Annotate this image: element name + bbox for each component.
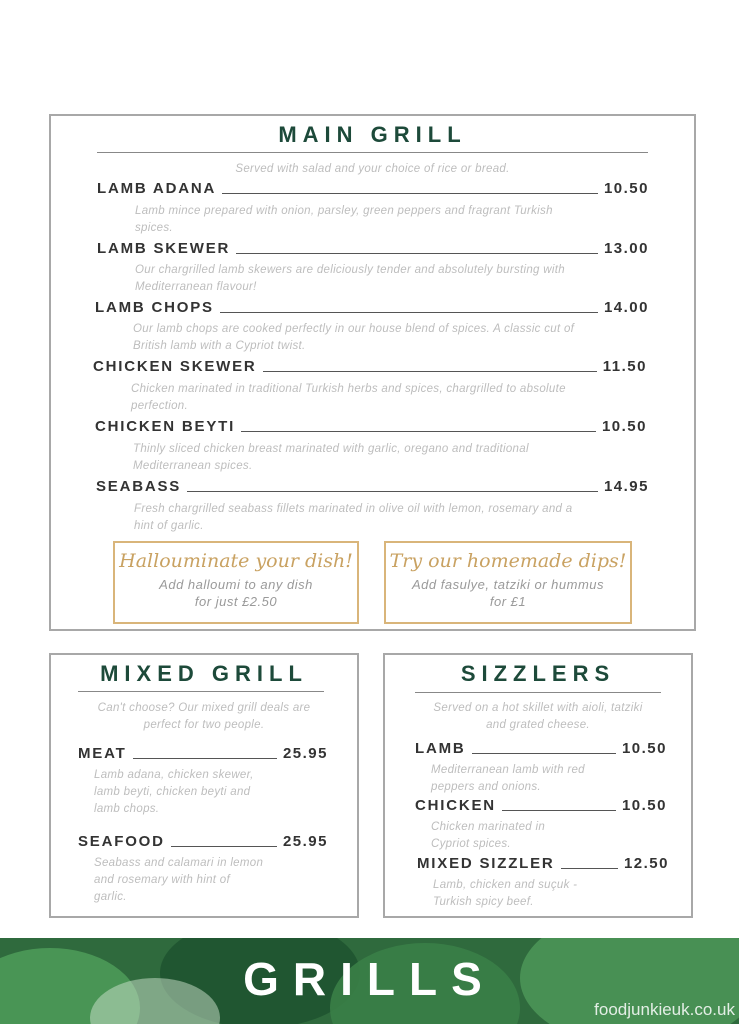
item-price: 10.50 — [621, 740, 667, 757]
item-name: SEAFOOD — [78, 833, 165, 850]
promo-line: for just £2.50 — [194, 594, 278, 609]
menu-item — [415, 797, 667, 814]
menu-item — [415, 740, 667, 757]
sizzlers-title: SIZZLERS — [460, 661, 616, 686]
halloumi-promo — [113, 541, 359, 624]
mixed-grill-section — [49, 653, 359, 918]
menu-item — [417, 855, 669, 872]
menu-item — [93, 358, 647, 375]
leader-line — [263, 371, 597, 372]
divider — [97, 152, 648, 153]
watermark: foodjunkieuk.co.uk — [594, 1000, 735, 1019]
item-description: Chicken marinated in Cypriot spices. — [431, 821, 546, 850]
menu-item — [78, 745, 328, 762]
item-price: 10.50 — [601, 418, 647, 435]
item-description: Our lamb chops are cooked perfectly in our house blend of spices. A classic cut of British lamb with a Cypriot twist. — [133, 323, 575, 352]
promo-heading: Try our homemade dips! — [389, 550, 627, 572]
item-description: Chicken marinated in traditional Turkish herbs and spices, chargrilled to absolute perfection. — [131, 383, 566, 412]
promo-line: Add fasulye, tatziki or hummus — [411, 577, 605, 592]
leader-line — [561, 868, 618, 869]
item-description: Mediterranean lamb with red peppers and onions. — [431, 764, 585, 793]
item-name: MIXED SIZZLER — [417, 855, 555, 872]
item-description: Fresh chargrilled seabass fillets marinated in olive oil with lemon, rosemary and a hint of garlic. — [134, 503, 573, 532]
mixed-grill-title: MIXED GRILL — [100, 661, 308, 686]
item-name: CHICKEN BEYTI — [95, 418, 236, 435]
leader-line — [236, 253, 598, 254]
item-description: Seabass and calamari in lemon and rosemary with hint of garlic. — [94, 857, 264, 903]
item-price: 11.50 — [602, 358, 647, 375]
item-name: LAMB ADANA — [97, 180, 217, 197]
menu-item — [97, 240, 649, 257]
menu-item — [95, 418, 647, 435]
divider — [78, 691, 324, 692]
leader-line — [241, 431, 596, 432]
item-description: Lamb mince prepared with onion, parsley, green peppers and fragrant Turkish spices. — [135, 205, 553, 234]
menu-item — [78, 833, 328, 850]
main-grill-title: MAIN GRILL — [278, 122, 467, 147]
item-description: Thinly sliced chicken breast marinated with garlic, oregano and traditional Mediterranean spices. — [133, 443, 529, 472]
leader-line — [171, 846, 277, 847]
item-price: 13.00 — [603, 240, 649, 257]
item-name: CHICKEN SKEWER — [93, 358, 257, 375]
item-description: Lamb, chicken and suçuk - Turkish spicy beef. — [433, 879, 578, 908]
item-price: 14.00 — [603, 299, 649, 316]
item-price: 10.50 — [603, 180, 649, 197]
item-name: CHICKEN — [415, 797, 496, 814]
mixed-grill-subtitle: Can't choose? Our mixed grill deals are perfect for two people. — [97, 702, 311, 731]
dips-promo — [384, 541, 632, 624]
promo-heading: Hallouminate your dish! — [119, 550, 353, 572]
leader-line — [472, 753, 616, 754]
main-grill-section — [49, 114, 696, 631]
item-price: 25.95 — [282, 833, 328, 850]
sizzlers-subtitle: Served on a hot skillet with aioli, tatziki and grated cheese. — [433, 702, 643, 731]
item-price: 14.95 — [603, 478, 649, 495]
divider — [415, 692, 661, 693]
leader-line — [133, 758, 277, 759]
leader-line — [502, 810, 616, 811]
leader-line — [187, 491, 598, 492]
promo-line: Add halloumi to any dish — [159, 577, 313, 592]
menu-item — [96, 478, 649, 495]
item-name: SEABASS — [96, 478, 182, 495]
item-price: 25.95 — [282, 745, 328, 762]
menu-item — [97, 180, 649, 197]
item-price: 12.50 — [623, 855, 669, 872]
leader-line — [222, 193, 598, 194]
item-name: MEAT — [78, 745, 127, 762]
promo-line: for £1 — [489, 594, 527, 609]
leader-line — [220, 312, 598, 313]
item-name: LAMB SKEWER — [97, 240, 231, 257]
item-price: 10.50 — [621, 797, 667, 814]
grills-banner-title: GRILLS — [243, 953, 496, 1005]
item-name: LAMB CHOPS — [95, 299, 214, 316]
main-grill-subtitle: Served with salad and your choice of rice or bread. — [235, 163, 510, 175]
sizzlers-section — [383, 653, 693, 918]
item-description: Our chargrilled lamb skewers are deliciously tender and absolutely bursting with Mediterranean flavour! — [135, 264, 565, 293]
item-name: LAMB — [415, 740, 466, 757]
menu-item — [95, 299, 649, 316]
item-description: Lamb adana, chicken skewer, lamb beyti, chicken beyti and lamb chops. — [94, 769, 254, 815]
